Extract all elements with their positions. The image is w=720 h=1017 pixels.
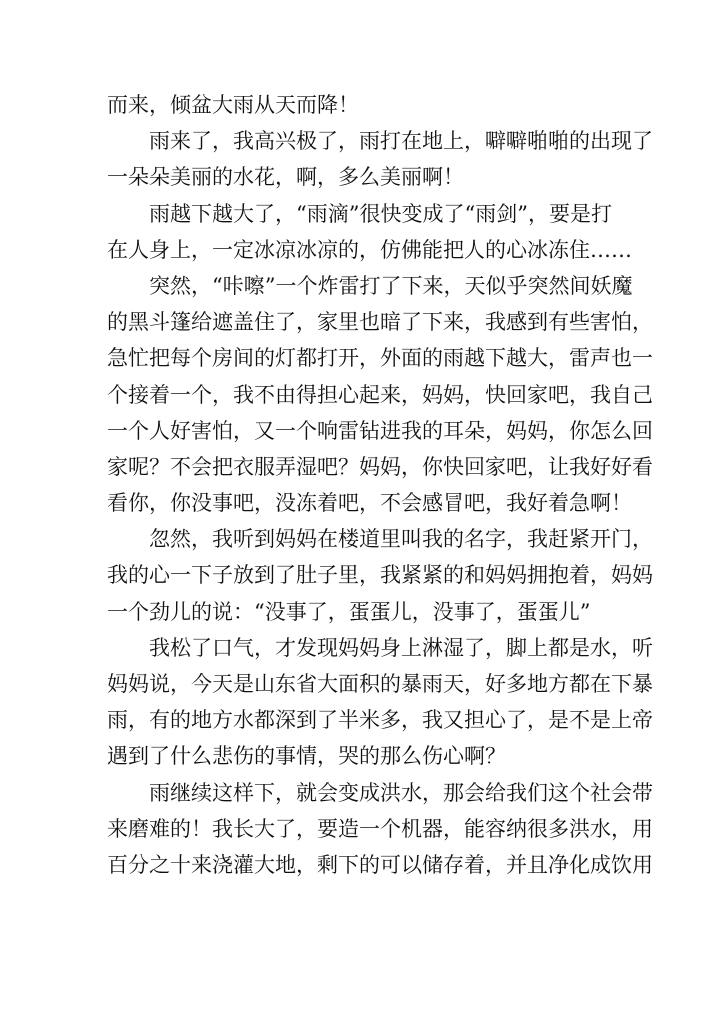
paragraph <box>107 630 653 775</box>
text-line: 百分之十来浇灌大地，剩下的可以储存着，并且净化成饮用 <box>107 852 653 877</box>
text-line: 雨继续这样下，就会变成洪水，那会给我们这个社会带 <box>149 780 653 805</box>
text-line: 突然，“咔嚓”一个炸雷打了下来，天似乎突然间妖魔 <box>149 273 633 298</box>
body-text <box>107 87 653 883</box>
text-line: 看你，你没事吧，没冻着吧，不会感冒吧，我好着急啊！ <box>107 491 632 516</box>
paragraph <box>107 775 653 884</box>
text-line: 个接着一个，我不由得担心起来，妈妈，快回家吧，我自己 <box>107 382 653 407</box>
text-line: 雨，有的地方水都深到了半米多，我又担心了，是不是上帝 <box>107 708 653 733</box>
text-line: 我松了口气，才发现妈妈身上淋湿了，脚上都是水，听 <box>149 635 653 660</box>
text-line: 而来，倾盆大雨从天而降！ <box>107 93 359 117</box>
text-line: 一朵朵美丽的水花，啊，多么美丽啊！ <box>107 165 464 190</box>
paragraph <box>107 123 653 195</box>
text-line: 忽然，我听到妈妈在楼道里叫我的名字，我赶紧开门， <box>149 527 653 552</box>
paragraph <box>107 87 613 123</box>
text-line: 来磨难的！我长大了，要造一个机器，能容纳很多洪水，用 <box>107 816 653 841</box>
text-line: 急忙把每个房间的灯都打开，外面的雨越下越大，雷声也一 <box>107 346 653 371</box>
text-line: 家呢？不会把衣服弄湿吧？妈妈，你快回家吧，让我好好看 <box>107 454 653 479</box>
text-line: 遇到了什么悲伤的事情，哭的那么伤心啊？ <box>107 744 506 769</box>
text-line: 雨越下越大了，“雨滴”很快变成了“雨剑”，要是打 <box>149 201 612 226</box>
paragraph <box>107 196 632 268</box>
text-line: 我的心一下子放到了肚子里，我紧紧的和妈妈拥抱着，妈妈 <box>107 563 653 588</box>
paragraph <box>107 268 653 521</box>
text-line: 妈妈说，今天是山东省大面积的暴雨天，好多地方都在下暴 <box>107 672 653 696</box>
text-line: 一个劲儿的说：“没事了，蛋蛋儿，没事了，蛋蛋儿” <box>107 599 591 624</box>
text-line: 在人身上，一定冰凉冰凉的，仿佛能把人的心冰冻住…… <box>107 237 632 262</box>
text-line: 雨来了，我高兴极了，雨打在地上，噼噼啪啪的出现了 <box>149 129 653 154</box>
text-line: 的黑斗篷给遮盖住了，家里也暗了下来，我感到有些害怕， <box>107 310 653 335</box>
text-line: 一个人好害怕，又一个响雷钻进我的耳朵，妈妈，你怎么回 <box>107 418 653 443</box>
paragraph <box>107 521 653 630</box>
